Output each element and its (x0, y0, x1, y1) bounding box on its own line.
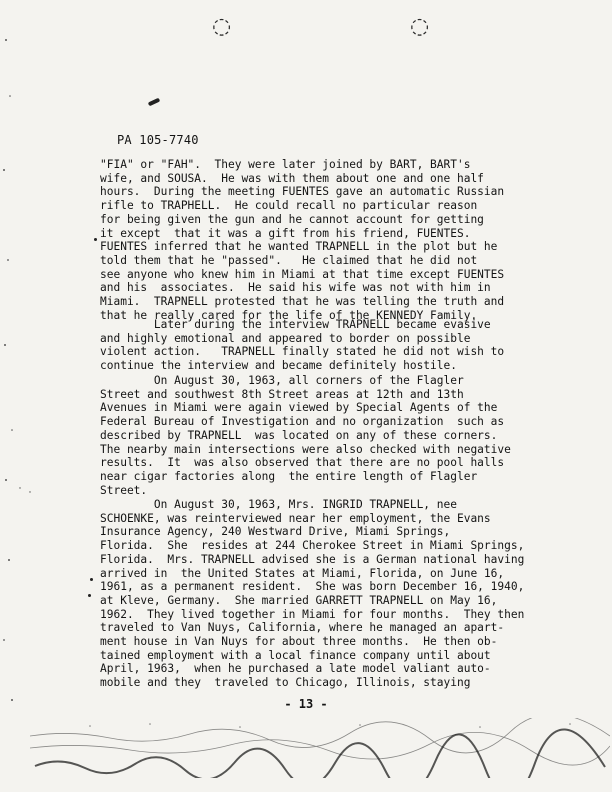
text-line: Avenues in Miami were again viewed by Special Agents of the (100, 401, 498, 415)
text-line: see anyone who knew him in Miami at that time except FUENTES (100, 267, 505, 281)
paragraph-3 (100, 374, 600, 497)
scan-mark-left: ◌ (212, 14, 232, 39)
scan-mark-right: ◌ (410, 14, 430, 39)
text-line: Street and southwest 8th Street areas at 12th and 13th (100, 387, 464, 401)
bottom-scan-noise (30, 718, 610, 778)
text-line: traveled to Van Nuys, California, where he managed an apart- (100, 621, 505, 635)
text-line: wife, and SOUSA. He was with them about one and one half (100, 171, 484, 185)
text-line: FUENTES inferred that he wanted TRAPNELL in the plot but he (100, 240, 498, 254)
text-line: hours. During the meeting FUENTES gave an automatic Russian (100, 185, 505, 199)
text-line: April, 1963, when he purchased a late model valiant auto- (100, 662, 491, 676)
page-number: - 13 - (284, 697, 328, 711)
text-line: Florida. She resides at 244 Cherokee Street in Miami Springs, (100, 539, 525, 553)
text-line: Florida. Mrs. TRAPNELL advised she is a German national having (100, 552, 525, 566)
text-line: told them that he "passed". He claimed that he did not (100, 253, 478, 267)
text-line: arrived in the United States at Miami, Florida, on June 16, (100, 566, 505, 580)
text-line: On August 30, 1963, all corners of the Flagler (100, 374, 464, 387)
text-line: results. It was also observed that there are no pool halls (100, 456, 505, 470)
text-line: at Kleve, Germany. She married GARRETT TRAPNELL on May 16, (100, 593, 498, 607)
text-line: Federal Bureau of Investigation and no organization such as (100, 415, 505, 429)
text-line: described by TRAPNELL was located on any of these corners. (100, 428, 498, 442)
ink-smudge (148, 98, 161, 107)
file-reference: PA 105-7740 (117, 133, 199, 147)
ink-speck (88, 594, 91, 597)
text-line: Street. (100, 483, 148, 497)
text-line: mobile and they traveled to Chicago, Illinois, staying (100, 676, 471, 690)
text-line: On August 30, 1963, Mrs. INGRID TRAPNELL, nee (100, 498, 457, 511)
text-line: rifle to TRAPHELL. He could recall no particular reason (100, 199, 478, 213)
text-line: ment house in Van Nuys for about three months. He then ob- (100, 635, 498, 649)
text-line: Insurance Agency, 240 Westward Drive, Miami Springs, (100, 525, 451, 539)
text-line: and his associates. He said his wife was not with him in (100, 281, 491, 295)
paragraph-1 (100, 158, 600, 322)
text-line: Later during the interview TRAPNELL became evasive (100, 318, 491, 331)
text-line: 1961, as a permanent resident. She was born December 16, 1940, (100, 580, 525, 594)
text-line: it except that it was a gift from his friend, FUENTES. (100, 226, 471, 240)
text-line: Miami. TRAPNELL protested that he was telling the truth and (100, 295, 505, 309)
ink-speck (90, 578, 93, 581)
text-line: The nearby main intersections were also checked with negative (100, 442, 511, 456)
text-line: near cigar factories along the entire length of Flagler (100, 469, 478, 483)
left-edge-noise (0, 0, 50, 792)
text-line: tained employment with a local finance company until about (100, 648, 491, 662)
text-line: continue the interview and became definitely hostile. (100, 359, 457, 373)
text-line: for being given the gun and he cannot account for getting (100, 212, 484, 226)
text-line: violent action. TRAPNELL finally stated he did not wish to (100, 345, 505, 359)
text-line: SCHOENKE, was reinterviewed near her employment, the Evans (100, 511, 491, 525)
text-line: 1962. They lived together in Miami for four months. They then (100, 607, 525, 621)
paragraph-4 (100, 498, 600, 690)
text-line: and highly emotional and appeared to border on possible (100, 331, 471, 345)
paragraph-2 (100, 318, 600, 373)
text-line: that he really cared for the life of the KENNEDY Family. (100, 308, 478, 322)
text-line: "FIA" or "FAH". They were later joined by BART, BART's (100, 158, 471, 171)
ink-speck (94, 238, 97, 241)
